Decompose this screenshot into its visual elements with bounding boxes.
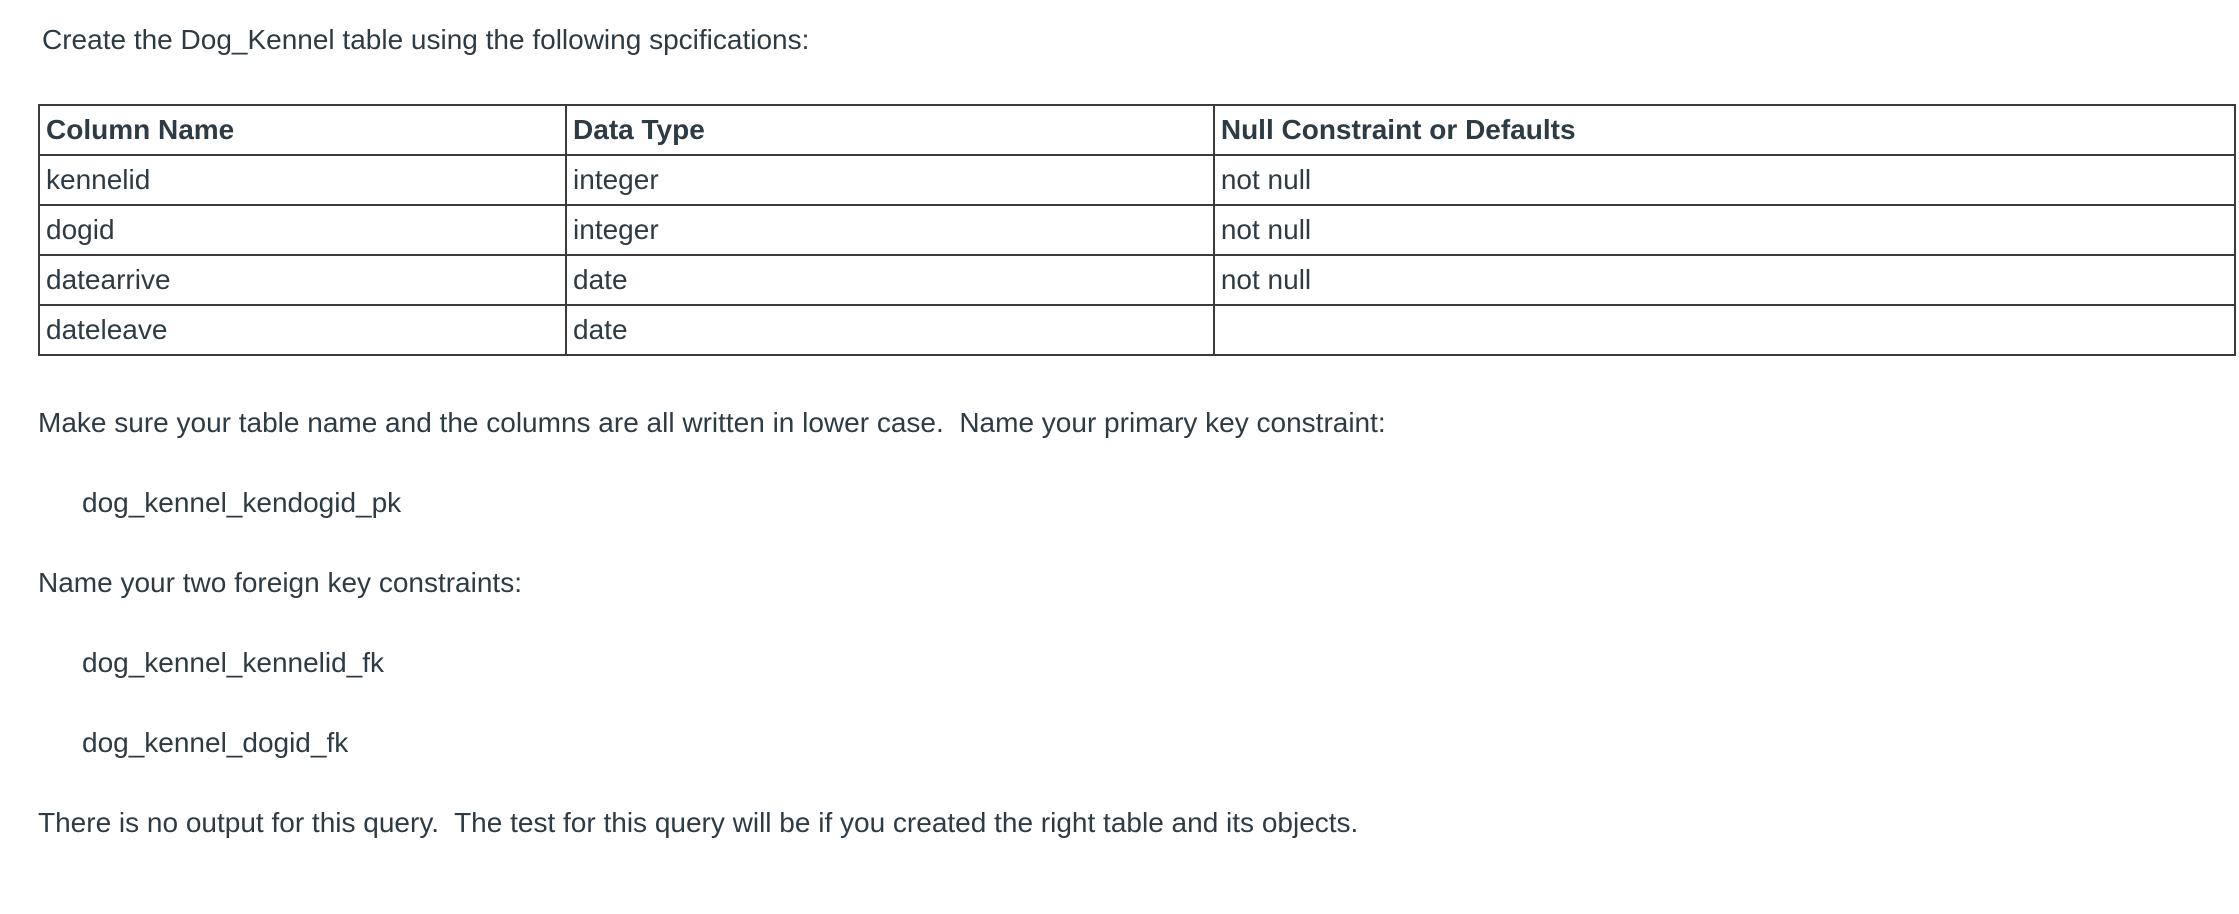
table-row bbox=[39, 155, 2235, 205]
cell-null-constraint bbox=[1214, 305, 2235, 355]
header-column-name: Column Name bbox=[39, 105, 566, 155]
intro-text: Create the Dog_Kennel table using the following spcifications: bbox=[42, 24, 810, 55]
table-row bbox=[39, 205, 2235, 255]
cell-column-name: datearrive bbox=[39, 255, 566, 305]
lowercase-note: Make sure your table name and the columns are all written in lower case. Name your primary key constraint: bbox=[38, 407, 1386, 438]
cell-data-type: integer bbox=[566, 205, 1214, 255]
output-note: There is no output for this query. The test for this query will be if you created the right table and its objects. bbox=[38, 807, 1359, 838]
column-spec-table bbox=[38, 104, 2236, 356]
foreign-key-name-2: dog_kennel_dogid_fk bbox=[82, 727, 349, 758]
cell-column-name: kennelid bbox=[39, 155, 566, 205]
cell-data-type: integer bbox=[566, 155, 1214, 205]
table-row bbox=[39, 305, 2235, 355]
cell-null-constraint: not null bbox=[1214, 205, 2235, 255]
cell-data-type: date bbox=[566, 305, 1214, 355]
cell-data-type: date bbox=[566, 255, 1214, 305]
foreign-key-note: Name your two foreign key constraints: bbox=[38, 567, 522, 598]
primary-key-name: dog_kennel_kendogid_pk bbox=[82, 487, 402, 518]
table-row bbox=[39, 255, 2235, 305]
cell-null-constraint: not null bbox=[1214, 255, 2235, 305]
table-header-row bbox=[39, 105, 2235, 155]
cell-column-name: dogid bbox=[39, 205, 566, 255]
cell-null-constraint: not null bbox=[1214, 155, 2235, 205]
header-data-type: Data Type bbox=[566, 105, 1214, 155]
foreign-key-name-1: dog_kennel_kennelid_fk bbox=[82, 647, 385, 678]
header-null-constraint: Null Constraint or Defaults bbox=[1214, 105, 2235, 155]
cell-column-name: dateleave bbox=[39, 305, 566, 355]
